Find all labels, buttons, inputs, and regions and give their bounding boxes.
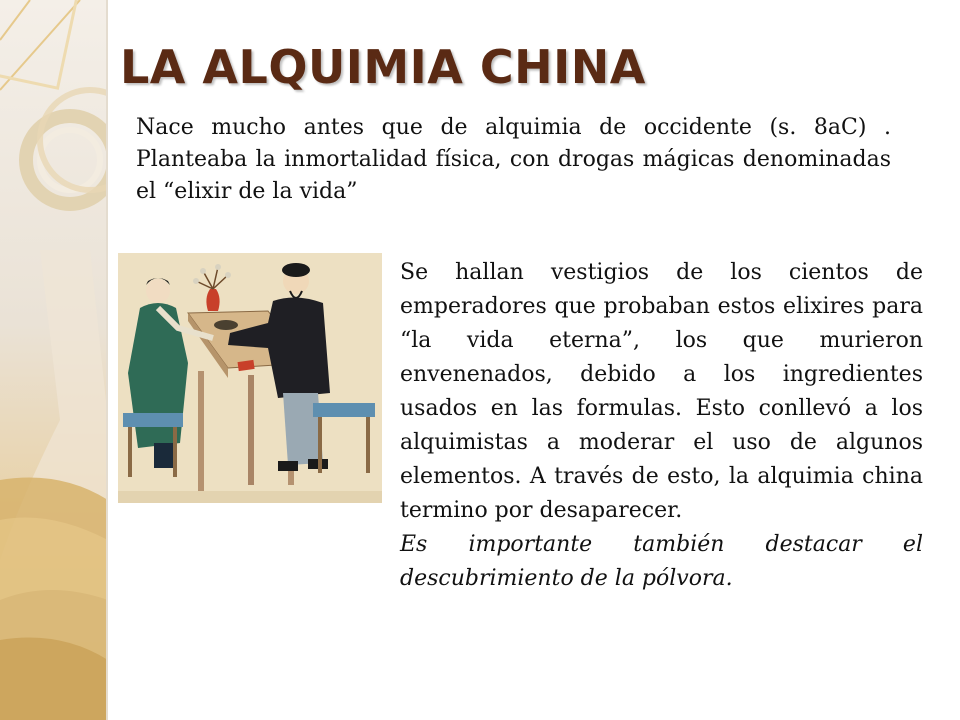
body-paragraph: [400, 256, 923, 596]
body-main-text: Se hallan vestigios de los cientos de emperadores que probaban estos elixires para “la vida eterna”, los que murieron envenenados, debido a los ingredientes usados en las formulas. Esto conllevó a los alquimistas a moderar el uso de algunos elementos. A través de esto, la alquimia china termino por desaparecer.: [400, 260, 923, 523]
decorative-sidebar: [0, 0, 108, 720]
intro-paragraph: Nace mucho antes que de alquimia de occidente (s. 8aC) . Planteaba la inmortalidad física, con drogas mágicas denominadas el “elixir de la vida”: [136, 115, 891, 204]
chinese-alchemists-illustration: [118, 253, 382, 503]
sidebar-divider: [106, 0, 108, 720]
slide-title: LA ALQUIMIA CHINA: [120, 40, 646, 94]
alchemy-flask-decoration: [0, 0, 108, 720]
body-emphasis-text: Es importante también destacar el descubrimiento de la pólvora.: [400, 532, 923, 591]
